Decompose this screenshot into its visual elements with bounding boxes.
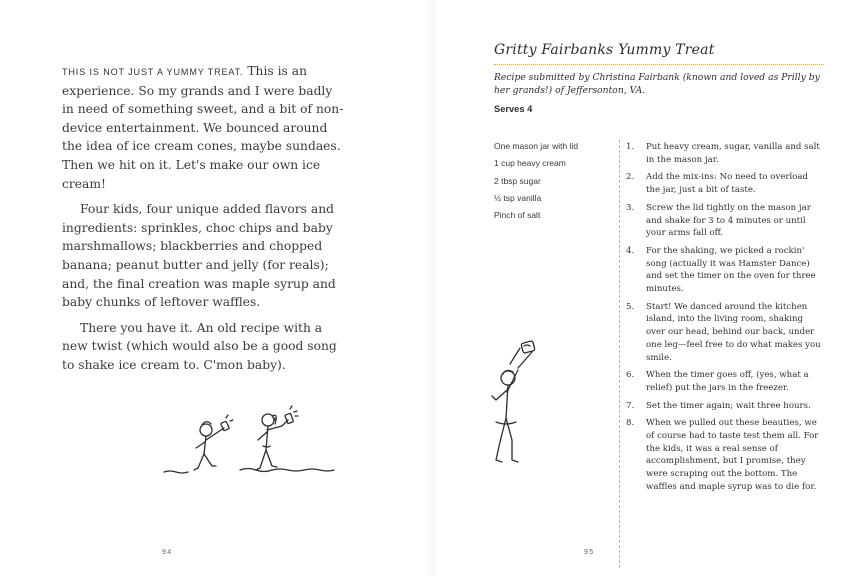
lead-in: THIS IS NOT JUST A YUMMY TREAT. (62, 67, 244, 77)
ingredient-item: ½ tsp vanilla (494, 192, 542, 203)
story-paragraph: Four kids, four unique added flavors and ingredients: sprinkles, choc chips and baby marshmallows; blackberries and chopped banana; peanut butter and jelly (for reals); and, the final creation was maple syrup and baby chunks of leftover waffles. (62, 202, 336, 310)
instruction-step (626, 301, 822, 365)
step-number: 8. (626, 418, 635, 429)
step-text: Add the mix-ins: No need to overload the jar, just a bit of taste. (646, 172, 809, 196)
step-number: 2. (626, 172, 635, 183)
instruction-step (626, 369, 822, 394)
page-number-right: 95 (584, 549, 595, 556)
step-text: Put heavy cream, sugar, vanilla and salt in the mason jar. (646, 142, 820, 165)
instruction-step (626, 141, 822, 166)
ingredient-item: 2 tbsp sugar (494, 175, 541, 186)
step-number: 1. (626, 142, 635, 152)
ingredient-item: One mason jar with lid (494, 141, 579, 151)
step-number: 3. (626, 202, 635, 213)
instruction-step (626, 171, 822, 196)
story-paragraph: There you have it. An old recipe with a new twist (which would also be a good song to shake ice cream to. C'mon baby). (62, 320, 337, 372)
step-number: 7. (626, 400, 635, 411)
ingredient-item: Pinch of salt (494, 210, 541, 221)
instruction-step (626, 400, 822, 413)
step-text: For the shaking, we picked a rockin' song (actually it was Hamster Dance) and set the timer on the oven for three minutes. (646, 245, 816, 295)
instruction-step (626, 245, 822, 296)
instruction-step (626, 417, 822, 493)
step-text: When the timer goes off, (yes, what a relief) put the jars in the freezer. (646, 370, 809, 393)
story-paragraph: THIS IS NOT JUST A YUMMY TREAT. This is an experience. So my grands and I were badly in need of something sweet, and a bit of non-device entertainment. We bounced around the idea of ice cream cones, maybe sundaes. Then we hit on it. Let's make our own ice cream! (62, 64, 344, 191)
person-shaking-jar-illustration (484, 334, 554, 470)
ingredients-list (494, 140, 614, 226)
recipe-attribution: Recipe submitted by Christina Fairbank (known and loved as Prilly by her grands!) of Jeffersonton, VA. (494, 72, 820, 97)
instruction-step (626, 202, 822, 240)
right-page (432, 0, 864, 576)
serves-label: Serves 4 (494, 104, 533, 114)
step-number: 4. (626, 245, 635, 256)
instructions-list (626, 141, 822, 499)
title-rule (494, 64, 824, 65)
story-text (62, 62, 344, 382)
column-divider (619, 140, 620, 568)
step-number: 5. (626, 301, 635, 312)
step-text: Set the timer again; wait three hours. (646, 400, 811, 411)
two-kids-dancing-illustration (160, 400, 380, 480)
page-number-left: 94 (162, 549, 173, 556)
step-text: When we pulled out these beauties, we of course had to taste test them all. For the kids, it was a real sense of accomplishment, but I promise, they were scraping out the bottom. The waffles and maple syrup was to die for. (646, 418, 819, 492)
recipe-title: Gritty Fairbanks Yummy Treat (494, 42, 715, 58)
step-text: Start! We danced around the kitchen island, into the living room, shaking over our head, behind our back, under one leg—feel free to do what makes you smile. (646, 301, 821, 363)
step-number: 6. (626, 370, 635, 381)
ingredient-item: 1 cup heavy cream (494, 158, 566, 169)
step-text: Screw the lid tightly on the mason jar and shake for 3 to 4 minutes or until your arms fall off. (646, 202, 811, 239)
